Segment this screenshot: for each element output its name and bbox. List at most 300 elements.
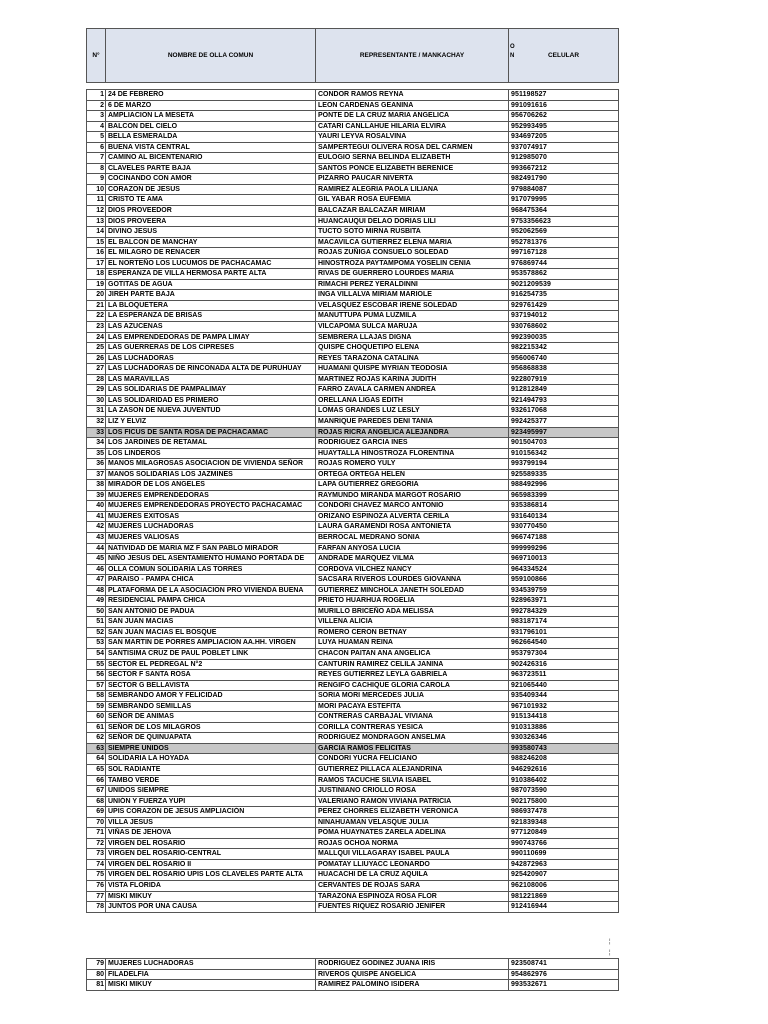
phone-number: 997167128 xyxy=(509,248,619,259)
representative-name: PIZARRO PAUCAR NIVERTA xyxy=(316,174,509,185)
representative-name: RIMACHI PEREZ YERALDINNI xyxy=(316,279,509,290)
phone-number: 912416944 xyxy=(509,902,619,913)
phone-number: 976869744 xyxy=(509,258,619,269)
representative-name: LOMAS GRANDES LUZ LESLY xyxy=(316,406,509,417)
table-row xyxy=(87,754,619,765)
table-row xyxy=(87,691,619,702)
row-number: 45 xyxy=(87,554,106,565)
representative-name: CONTRERAS CARBAJAL VIVIANA xyxy=(316,712,509,723)
olla-name: VISTA FLORIDA xyxy=(106,881,316,892)
olla-name: MISKI MIKUY xyxy=(106,891,316,902)
table-row xyxy=(87,480,619,491)
olla-name: VIÑAS DE JEHOVA xyxy=(106,828,316,839)
row-number: 28 xyxy=(87,374,106,385)
table-row xyxy=(87,416,619,427)
olla-name: SANTISIMA CRUZ DE PAUL POBLET LINK xyxy=(106,648,316,659)
representative-name: TUCTO SOTO MIRNA RUSBITA xyxy=(316,227,509,238)
table-row xyxy=(87,775,619,786)
row-number: 20 xyxy=(87,290,106,301)
phone-number: 963723511 xyxy=(509,670,619,681)
row-number: 33 xyxy=(87,427,106,438)
row-number: 48 xyxy=(87,585,106,596)
page-tick-mark: ¦ xyxy=(609,939,611,945)
representative-name: REYES TARAZONA CATALINA xyxy=(316,353,509,364)
representative-name: MANRIQUE PAREDES DENI TANIA xyxy=(316,416,509,427)
phone-number: 952781376 xyxy=(509,237,619,248)
olla-name: MUJERES LUCHADORAS xyxy=(106,522,316,533)
row-number: 19 xyxy=(87,279,106,290)
table-row xyxy=(87,258,619,269)
representative-name: RODRIGUEZ MONDRAGON ANSELMA xyxy=(316,733,509,744)
olla-name: CAMINO AL BICENTENARIO xyxy=(106,153,316,164)
col-phone-label: CELULAR xyxy=(547,51,580,59)
col-number-header: N° xyxy=(87,29,106,83)
olla-name: VILLA JESUS xyxy=(106,817,316,828)
phone-number: 912985070 xyxy=(509,153,619,164)
phone-number: 965983399 xyxy=(509,490,619,501)
representative-name: ROMERO CERON BETNAY xyxy=(316,627,509,638)
row-number: 6 xyxy=(87,142,106,153)
representative-name: MANUTTUPA PUMA LUZMILA xyxy=(316,311,509,322)
phone-number: 983187174 xyxy=(509,617,619,628)
olla-name: SEÑOR DE QUINUAPATA xyxy=(106,733,316,744)
row-number: 69 xyxy=(87,807,106,818)
row-number: 46 xyxy=(87,564,106,575)
row-number: 76 xyxy=(87,881,106,892)
phone-number: 952993495 xyxy=(509,121,619,132)
phone-number: 992425377 xyxy=(509,416,619,427)
representative-name: ROJAS OCHOA NORMA xyxy=(316,838,509,849)
olla-name: MUJERES VALIOSAS xyxy=(106,532,316,543)
table-body xyxy=(87,90,619,913)
table-row xyxy=(87,733,619,744)
table-row xyxy=(87,469,619,480)
table-row xyxy=(87,554,619,565)
representative-name: CANTURIN RAMIREZ CELILA JANINA xyxy=(316,659,509,670)
olla-name: SOLIDARIA LA HOYADA xyxy=(106,754,316,765)
olla-name: CRISTO TE AMA xyxy=(106,195,316,206)
phone-number: 977120849 xyxy=(509,828,619,839)
table-row xyxy=(87,522,619,533)
representative-name: ANDRADE MARQUEZ VILMA xyxy=(316,554,509,565)
phone-number: 9021209539 xyxy=(509,279,619,290)
row-number: 30 xyxy=(87,395,106,406)
table-row xyxy=(87,891,619,902)
table-row xyxy=(87,543,619,554)
phone-number: 988246208 xyxy=(509,754,619,765)
row-number: 51 xyxy=(87,617,106,628)
representative-name: RAMOS TACUCHE SILVIA ISABEL xyxy=(316,775,509,786)
olla-name: OLLA COMUN SOLIDARIA LAS TORRES xyxy=(106,564,316,575)
row-number: 36 xyxy=(87,459,106,470)
olla-name: VIRGEN DEL ROSARIO xyxy=(106,838,316,849)
phone-number: 964334524 xyxy=(509,564,619,575)
phone-number: 923495997 xyxy=(509,427,619,438)
table-row xyxy=(87,121,619,132)
table-row xyxy=(87,184,619,195)
row-number: 79 xyxy=(87,959,106,970)
representative-name: MORI PACAYA ESTEFITA xyxy=(316,701,509,712)
row-number: 65 xyxy=(87,765,106,776)
table-row xyxy=(87,448,619,459)
olla-name: MANOS SOLIDARIAS LOS JAZMINES xyxy=(106,469,316,480)
row-number: 73 xyxy=(87,849,106,860)
representative-name: LAPA GUTIERREZ GREGORIA xyxy=(316,480,509,491)
phone-number: 946292616 xyxy=(509,765,619,776)
olla-name: SIEMPRE UNIDOS xyxy=(106,743,316,754)
representative-name: LEON CARDENAS GEANINA xyxy=(316,100,509,111)
phone-number: 925589335 xyxy=(509,469,619,480)
row-number: 54 xyxy=(87,648,106,659)
row-number: 60 xyxy=(87,712,106,723)
olla-name: LAS LUCHADORAS xyxy=(106,353,316,364)
olla-name: MUJERES EMPRENDEDORAS PROYECTO PACHACAMAC xyxy=(106,501,316,512)
row-number: 41 xyxy=(87,511,106,522)
representative-name: VALERIANO RAMON VIVIANA PATRICIA xyxy=(316,796,509,807)
representative-name: GUTIERREZ PILLACA ALEJANDRINA xyxy=(316,765,509,776)
row-number: 23 xyxy=(87,322,106,333)
representative-name: HUAYTALLA HINOSTROZA FLORENTINA xyxy=(316,448,509,459)
table-row xyxy=(87,374,619,385)
row-number: 13 xyxy=(87,216,106,227)
olla-name: NATIVIDAD DE MARIA MZ F SAN PABLO MIRADOR xyxy=(106,543,316,554)
representative-name: VELASQUEZ ESCOBAR IRENE SOLEDAD xyxy=(316,300,509,311)
olla-name: BALCON DEL CIELO xyxy=(106,121,316,132)
olla-name: 6 DE MARZO xyxy=(106,100,316,111)
row-number: 81 xyxy=(87,980,106,991)
phone-number: 959100866 xyxy=(509,575,619,586)
representative-name: QUISPE CHOQUETIPO ELENA xyxy=(316,343,509,354)
olla-name: PARAISO - PAMPA CHICA xyxy=(106,575,316,586)
phone-number: 953578862 xyxy=(509,269,619,280)
phone-number: 925420907 xyxy=(509,870,619,881)
olla-name: FILADELFIA xyxy=(106,969,316,980)
representative-name: NINAHUAMAN VELASQUE JULIA xyxy=(316,817,509,828)
olla-name: LAS AZUCENAS xyxy=(106,322,316,333)
olla-name: MUJERES EMPRENDEDORAS xyxy=(106,490,316,501)
table-row xyxy=(87,648,619,659)
table-row xyxy=(87,227,619,238)
phone-number: 9753356623 xyxy=(509,216,619,227)
table-row xyxy=(87,564,619,575)
olla-name: SOL RADIANTE xyxy=(106,765,316,776)
representative-name: BALCAZAR BALCAZAR MIRIAM xyxy=(316,206,509,217)
phone-number: 993667212 xyxy=(509,163,619,174)
row-number: 12 xyxy=(87,206,106,217)
olla-name: VIRGEN DEL ROSARIO II xyxy=(106,859,316,870)
table-row xyxy=(87,849,619,860)
representative-name: RIVEROS QUISPE ANGELICA xyxy=(316,969,509,980)
olla-name: EL MILAGRO DE RENACER xyxy=(106,248,316,259)
phone-number: 990743766 xyxy=(509,838,619,849)
representative-name: MURILLO BRICEÑO ADA MELISSA xyxy=(316,606,509,617)
olla-name: SECTOR F SANTA ROSA xyxy=(106,670,316,681)
representative-name: GARCIA RAMOS FELICITAS xyxy=(316,743,509,754)
olla-name: LA BLOQUETERA xyxy=(106,300,316,311)
table-row xyxy=(87,490,619,501)
representative-name: SAMPERTEGUI OLIVERA ROSA DEL CARMEN xyxy=(316,142,509,153)
page-tick-mark: ¦ xyxy=(609,950,611,956)
table-row xyxy=(87,290,619,301)
row-number: 42 xyxy=(87,522,106,533)
olla-name: LA ESPERANZA DE BRISAS xyxy=(106,311,316,322)
olla-name: SEÑOR DE ANIMAS xyxy=(106,712,316,723)
representative-name: GUTIERREZ MINCHOLA JANETH SOLEDAD xyxy=(316,585,509,596)
table-row xyxy=(87,364,619,375)
olla-name: LAS MARAVILLAS xyxy=(106,374,316,385)
representative-name: CORILLA CONTRERAS YESICA xyxy=(316,722,509,733)
table-row xyxy=(87,163,619,174)
phone-number: 922807919 xyxy=(509,374,619,385)
row-number: 66 xyxy=(87,775,106,786)
table-row xyxy=(87,796,619,807)
row-number: 57 xyxy=(87,680,106,691)
representative-name: FARRO ZAVALA CARMEN ANDREA xyxy=(316,385,509,396)
row-number: 70 xyxy=(87,817,106,828)
olla-name: LOS LINDEROS xyxy=(106,448,316,459)
representative-name: PRIETO HUARHUA ROGELIA xyxy=(316,596,509,607)
row-number: 31 xyxy=(87,406,106,417)
table-row xyxy=(87,596,619,607)
row-number: 14 xyxy=(87,227,106,238)
table-row xyxy=(87,216,619,227)
olla-comun-table xyxy=(86,28,619,913)
phone-number: 993580743 xyxy=(509,743,619,754)
row-number: 43 xyxy=(87,532,106,543)
row-number: 21 xyxy=(87,300,106,311)
representative-name: EULOGIO SERNA BELINDA ELIZABETH xyxy=(316,153,509,164)
table-row xyxy=(87,195,619,206)
phone-number: 921494793 xyxy=(509,395,619,406)
table-row xyxy=(87,838,619,849)
olla-name: GOTITAS DE AGUA xyxy=(106,279,316,290)
representative-name: LAURA GARAMENDI ROSA ANTONIETA xyxy=(316,522,509,533)
table-row xyxy=(87,511,619,522)
phone-number: 930326346 xyxy=(509,733,619,744)
phone-number: 956868838 xyxy=(509,364,619,375)
representative-name: ROJAS ZUÑIGA CONSUELO SOLEDAD xyxy=(316,248,509,259)
row-number: 68 xyxy=(87,796,106,807)
representative-name: CONDORI YUCRA FELICIANO xyxy=(316,754,509,765)
row-number: 38 xyxy=(87,480,106,491)
olla-name: LAS SOLIDARIDAD ES PRIMERO xyxy=(106,395,316,406)
table-row xyxy=(87,142,619,153)
table-row xyxy=(87,427,619,438)
phone-number: 982215342 xyxy=(509,343,619,354)
phone-number: 923508741 xyxy=(509,959,619,970)
row-number: 16 xyxy=(87,248,106,259)
phone-number: 902175800 xyxy=(509,796,619,807)
col-cut-off-header: O N xyxy=(510,44,515,59)
row-number: 75 xyxy=(87,870,106,881)
row-number: 8 xyxy=(87,163,106,174)
representative-name: MALLQUI VILLAGARAY ISABEL PAULA xyxy=(316,849,509,860)
col-phone-header xyxy=(509,29,619,83)
row-number: 74 xyxy=(87,859,106,870)
representative-name: RAYMUNDO MIRANDA MARGOT ROSARIO xyxy=(316,490,509,501)
table-row xyxy=(87,575,619,586)
representative-name: CORDOVA VILCHEZ NANCY xyxy=(316,564,509,575)
row-number: 58 xyxy=(87,691,106,702)
table-row xyxy=(87,406,619,417)
table-row xyxy=(87,206,619,217)
representative-name: PEREZ CHORRES ELIZABETH VERONICA xyxy=(316,807,509,818)
olla-name: SAN JUAN MACIAS EL BOSQUE xyxy=(106,627,316,638)
representative-name: REYES GUTIERREZ LEYLA GABRIELA xyxy=(316,670,509,681)
row-number: 64 xyxy=(87,754,106,765)
row-number: 22 xyxy=(87,311,106,322)
table-row xyxy=(87,237,619,248)
representative-name: LUYA HUAMAN REINA xyxy=(316,638,509,649)
table-row xyxy=(87,300,619,311)
representative-name: JUSTINIANO CRIOLLO ROSA xyxy=(316,786,509,797)
row-number: 32 xyxy=(87,416,106,427)
row-number: 35 xyxy=(87,448,106,459)
row-number: 15 xyxy=(87,237,106,248)
phone-number: 952062569 xyxy=(509,227,619,238)
phone-number: 993532671 xyxy=(509,980,619,991)
phone-number: 931796101 xyxy=(509,627,619,638)
phone-number: 942872963 xyxy=(509,859,619,870)
representative-name: ORIZANO ESPINOZA ALVERTA CERILA xyxy=(316,511,509,522)
phone-number: 930770450 xyxy=(509,522,619,533)
olla-name: SAN ANTONIO DE PADUA xyxy=(106,606,316,617)
olla-name: SAN MARTIN DE PORRES AMPLIACION AA.HH. VIRGEN xyxy=(106,638,316,649)
representative-name: RAMIREZ ALEGRIA PAOLA LILIANA xyxy=(316,184,509,195)
phone-number: 954862976 xyxy=(509,969,619,980)
table-row xyxy=(87,532,619,543)
representative-name: PONTE DE LA CRUZ MARIA ANGELICA xyxy=(316,111,509,122)
representative-name: POMA HUAYNATES ZARELA ADELINA xyxy=(316,828,509,839)
phone-number: 956006740 xyxy=(509,353,619,364)
representative-name: HUANCAUQUI DELAO DORIAS LILI xyxy=(316,216,509,227)
olla-name: UNIDOS SIEMPRE xyxy=(106,786,316,797)
table-row xyxy=(87,638,619,649)
row-number: 39 xyxy=(87,490,106,501)
phone-number: 992390035 xyxy=(509,332,619,343)
representative-name: ORELLANA LIGAS EDITH xyxy=(316,395,509,406)
olla-name: MUJERES EXITOSAS xyxy=(106,511,316,522)
representative-name: MACAVILCA GUTIERREZ ELENA MARIA xyxy=(316,237,509,248)
phone-number: 915134418 xyxy=(509,712,619,723)
olla-name: ESPERANZA DE VILLA HERMOSA PARTE ALTA xyxy=(106,269,316,280)
olla-name: RESIDENCIAL PAMPA CHICA xyxy=(106,596,316,607)
row-number: 63 xyxy=(87,743,106,754)
olla-name: SECTOR EL PEDREGAL N°2 xyxy=(106,659,316,670)
row-number: 72 xyxy=(87,838,106,849)
phone-number: 992784329 xyxy=(509,606,619,617)
phone-number: 937194012 xyxy=(509,311,619,322)
olla-name: DIOS PROVEEDOR xyxy=(106,206,316,217)
olla-name: SEMBRANDO SEMILLAS xyxy=(106,701,316,712)
phone-number: 929761429 xyxy=(509,300,619,311)
phone-number: 969710013 xyxy=(509,554,619,565)
phone-number: 928963971 xyxy=(509,596,619,607)
phone-number: 999999296 xyxy=(509,543,619,554)
phone-number: 937074917 xyxy=(509,142,619,153)
representative-name: ROJAS ROMERO YULY xyxy=(316,459,509,470)
phone-number: 981221869 xyxy=(509,891,619,902)
row-number: 49 xyxy=(87,596,106,607)
table-row xyxy=(87,90,619,101)
olla-name: DIOS PROVEERA xyxy=(106,216,316,227)
olla-name: BUENA VISTA CENTRAL xyxy=(106,142,316,153)
table-row xyxy=(87,765,619,776)
row-number: 78 xyxy=(87,902,106,913)
phone-number: 910386402 xyxy=(509,775,619,786)
table-row xyxy=(87,859,619,870)
olla-name: AMPLIACION LA MESETA xyxy=(106,111,316,122)
olla-name: SAN JUAN MACIAS xyxy=(106,617,316,628)
olla-name: 24 DE FEBRERO xyxy=(106,90,316,101)
table-row xyxy=(87,881,619,892)
representative-name: CONDOR RAMOS REYNA xyxy=(316,90,509,101)
phone-number: 988492996 xyxy=(509,480,619,491)
representative-name: HUAMANI QUISPE MYRIAN TEODOSIA xyxy=(316,364,509,375)
row-number: 18 xyxy=(87,269,106,280)
row-number: 53 xyxy=(87,638,106,649)
table-row xyxy=(87,279,619,290)
phone-number: 930768602 xyxy=(509,322,619,333)
table-row xyxy=(87,817,619,828)
olla-name: SEÑOR DE LOS MILAGROS xyxy=(106,722,316,733)
olla-name: EL NORTEÑO LOS LUCUMOS DE PACHACAMAC xyxy=(106,258,316,269)
representative-name: SEMBRERA LLAJAS DIGNA xyxy=(316,332,509,343)
phone-number: 990110699 xyxy=(509,849,619,860)
row-number: 40 xyxy=(87,501,106,512)
table-row xyxy=(87,680,619,691)
row-number: 10 xyxy=(87,184,106,195)
representative-name: GIL YABAR ROSA EUFEMIA xyxy=(316,195,509,206)
table-row xyxy=(87,248,619,259)
phone-number: 993799194 xyxy=(509,459,619,470)
olla-name: LOS JARDINES DE RETAMAL xyxy=(106,438,316,449)
representative-name: HINOSTROZA PAYTAMPOMA YOSELIN CENIA xyxy=(316,258,509,269)
olla-name: UNIÓN Y FUERZA YUPI xyxy=(106,796,316,807)
row-number: 11 xyxy=(87,195,106,206)
representative-name: RENGIFO CACHIQUE GLORIA CAROLA xyxy=(316,680,509,691)
olla-name: MIRADOR DE LOS ANGELES xyxy=(106,480,316,491)
table-row xyxy=(87,385,619,396)
row-number: 34 xyxy=(87,438,106,449)
table-row xyxy=(87,659,619,670)
phone-number: 917079995 xyxy=(509,195,619,206)
olla-name: COCINANDO CON AMOR xyxy=(106,174,316,185)
olla-name: UPIS CORAZON DE JESUS AMPLIACIÓN xyxy=(106,807,316,818)
row-number: 29 xyxy=(87,385,106,396)
representative-name: FARFAN ANYOSA LUCIA xyxy=(316,543,509,554)
table-row xyxy=(87,670,619,681)
phone-number: 979884087 xyxy=(509,184,619,195)
table-row xyxy=(87,353,619,364)
phone-number: 962664540 xyxy=(509,638,619,649)
phone-number: 991091616 xyxy=(509,100,619,111)
row-number: 37 xyxy=(87,469,106,480)
representative-name: SANTOS PONCE ELIZABETH BERENICE xyxy=(316,163,509,174)
olla-name: VIRGEN DEL ROSARIO-CENTRAL xyxy=(106,849,316,860)
olla-name: LA ZASON DE NUEVA JUVENTUD xyxy=(106,406,316,417)
representative-name: VILLENA ALICIA xyxy=(316,617,509,628)
row-number: 55 xyxy=(87,659,106,670)
representative-name: MARTINEZ ROJAS KARINA JUDITH xyxy=(316,374,509,385)
representative-name: RAMIREZ PALOMINO ISIDERA xyxy=(316,980,509,991)
table-row xyxy=(87,828,619,839)
phone-number: 901504703 xyxy=(509,438,619,449)
phone-number: 932617068 xyxy=(509,406,619,417)
row-number: 7 xyxy=(87,153,106,164)
row-number: 2 xyxy=(87,100,106,111)
table-header-row xyxy=(87,29,619,83)
